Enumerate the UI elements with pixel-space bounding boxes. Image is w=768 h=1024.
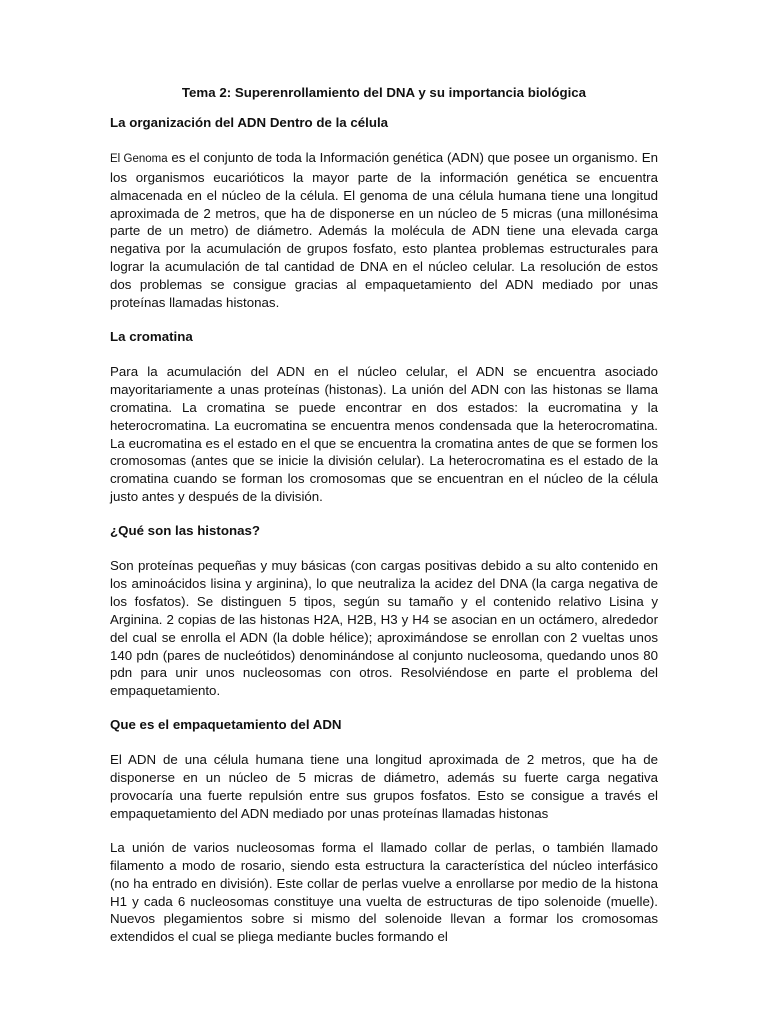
- paragraph-lead-genoma: El Genoma: [110, 152, 168, 165]
- paragraph-text-genoma: es el conjunto de toda la Información genética (ADN) que posee un organismo. En los organismos eucarióticos la mayor parte de la información genética se encuentra almacenada en el núcleo de la célula. El genoma de una célula humana tiene una longitud aproximada de 2 metros, que ha de disponerse en un núcleo de 5 micras (una millonésima parte de un metro) de diámetro. Además la molécula de ADN tiene una elevada carga negativa por la acumulación de grupos fosfato, esto plantea problemas estructurales para lograr la acumulación de tal cantidad de DNA en el núcleo celular. La resolución de estos dos problemas se consigue gracias al empaquetamiento del ADN mediado por unas proteínas llamadas histonas.: [110, 149, 658, 311]
- section-heading-cromatina: La cromatina: [110, 328, 193, 344]
- section-heading-histonas: ¿Qué son las histonas?: [110, 523, 260, 539]
- paragraph-empaquetamiento-1: El ADN de una célula humana tiene una longitud aproximada de 2 metros, que ha de disponerse en un núcleo de 5 micras de diámetro, además su fuerte carga negativa provocaría una fuerte repulsión entre sus grupos fosfatos. Esto se consigue a través el empaquetamiento del ADN mediado por unas proteínas llamadas histonas: [110, 752, 658, 821]
- document-page: [110, 78, 658, 962]
- paragraph-genoma: [110, 149, 658, 312]
- paragraph-cromatina: Para la acumulación del ADN en el núcleo celular, el ADN se encuentra asociado mayoritariamente a unas proteínas (histonas). La unión del ADN con las histonas se llama cromatina. La cromatina se puede encontrar en dos estados: la eucromatina y la heterocromatina. La eucromatina se encuentra menos condensada que la heterocromatina. La eucromatina es el estado en el que se encuentra la cromatina antes de que se formen los cromosomas (antes que se inicie la división celular). La heterocromatina es el estado de la cromatina cuando se forman los cromosomas que se encuentran en el núcleo de la célula justo antes y después de la división.: [110, 363, 658, 505]
- section-heading-organizacion: La organización del ADN Dentro de la célula: [110, 114, 389, 130]
- section-heading-empaquetamiento: Que es el empaquetamiento del ADN: [110, 717, 342, 733]
- paragraph-histonas: Son proteínas pequeñas y muy básicas (con cargas positivas debido a su alto contenido en los aminoácidos lisina y arginina), lo que neutraliza la acidez del DNA (la carga negativa de los fosfatos). Se distinguen 5 tipos, según su tamaño y el contenido relativo Lisina y Arginina. 2 copias de las histonas H2A, H2B, H3 y H4 se asocian en un octámero, alrededor del cual se enrolla el ADN (la doble hélice); aproximándose se enrollan con 2 vueltas unos 140 pdn (pares de nucleótidos) denominándose al conjunto nucleosoma, quedando unos 80 pdn para unir unos nucleosomas con otros. Resolviéndose en parte el problema del empaquetamiento.: [110, 558, 658, 699]
- paragraph-empaquetamiento-2: La unión de varios nucleosomas forma el llamado collar de perlas, o también llamado filamento a modo de rosario, siendo esta estructura la característica del núcleo interfásico (no ha entrado en división). Este collar de perlas vuelve a enrollarse por medio de la histona H1 y cada 6 nucleosomas constituye una vuelta de estructuras de tipo solenoide (muelle). Nuevos plegamientos sobre si mismo del solenoide llevan a formar los cromosomas extendidos el cual se pliega mediante bucles formando el: [110, 839, 658, 945]
- document-title: Tema 2: Superenrollamiento del DNA y su importancia biológica: [181, 85, 587, 100]
